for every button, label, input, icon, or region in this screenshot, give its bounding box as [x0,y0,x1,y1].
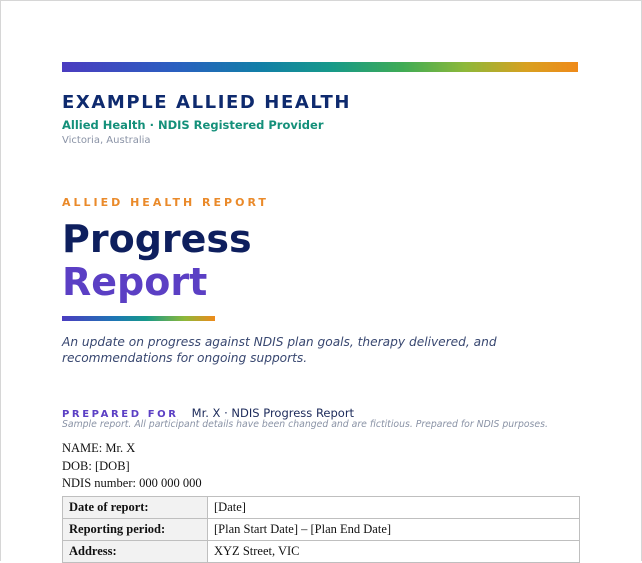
report-info-table [62,496,580,563]
report-title-line-1: Progress [62,217,252,261]
table-value-cell: [Plan Start Date] – [Plan End Date] [208,519,580,541]
participant-dob: DOB: [DOB] [62,458,130,473]
header-gradient-bar [62,62,578,72]
report-title-line-2: Report [62,260,208,304]
table-value-cell: XYZ Street, VIC [208,541,580,563]
table-label-cell: Date of report: [63,497,208,519]
prepared-for-value: Mr. X · NDIS Progress Report [191,406,355,420]
report-category-label: ALLIED HEALTH REPORT [62,196,269,209]
participant-name: NAME: Mr. X [62,441,136,455]
sample-disclaimer: Sample report. All participant details have been changed and are fictitious. Prepared for NDIS purposes. [62,419,548,430]
organization-location: Victoria, Australia [62,135,151,146]
participant-ndis-number: NDIS number: 000 000 000 [62,476,202,490]
table-label-cell: Address: [63,541,208,563]
title-underline-bar [62,316,215,321]
organization-tagline: Allied Health · NDIS Registered Provider [62,118,324,132]
table-row [63,497,580,519]
prepared-for-label: PREPARED FOR [62,409,179,420]
participant-details [62,440,202,493]
organization-name: EXAMPLE ALLIED HEALTH [62,92,352,113]
table-row [63,519,580,541]
table-label-cell: Reporting period: [63,519,208,541]
table-value-cell: [Date] [208,497,580,519]
report-intro: An update on progress against NDIS plan goals, therapy delivered, and recommendations for ongoing supports. [62,335,497,365]
table-row [63,541,580,563]
